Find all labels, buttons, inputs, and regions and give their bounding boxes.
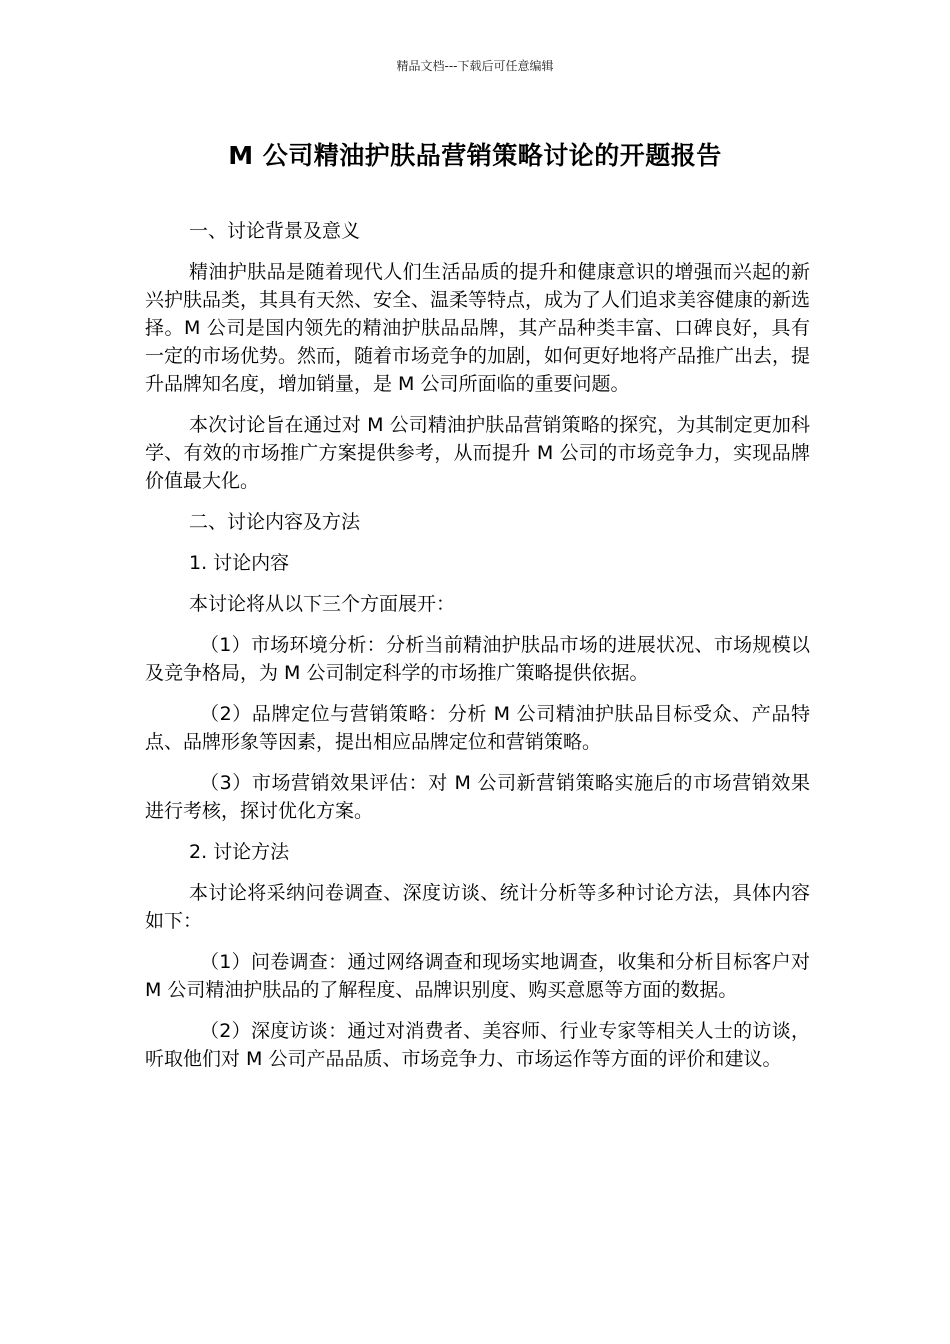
- subsection-heading-method: 2. 讨论方法: [189, 841, 290, 863]
- section-heading-content-method: 二、讨论内容及方法: [189, 511, 361, 533]
- page-header: 精品文档---下载后可任意编辑: [396, 59, 554, 73]
- list-item-brand-positioning: （2）品牌定位与营销策略：分析 M 公司精油护肤品目标受众、产品特点、品牌形象等因素，提出相应品牌定位和营销策略。: [145, 703, 810, 753]
- list-item-questionnaire: （1）问卷调查：通过网络调查和现场实地调查，收集和分析目标客户对 M 公司精油护肤品的了解程度、品牌识别度、购买意愿等方面的数据。: [145, 951, 810, 1001]
- paragraph-background-1: 精油护肤品是随着现代人们生活品质的提升和健康意识的增强而兴起的新兴护肤品类，其具有天然、安全、温柔等特点，成为了人们追求美容健康的新选择。M 公司是国内领先的精油护肤品品牌，其产品种类丰富、口碑良好，具有一定的市场优势。然而，随着市场竞争的加剧，如何更好地将产品推广出去，提升品牌知名度，增加销量，是 M 公司所面临的重要问题。: [145, 261, 811, 395]
- paragraph-background-2: 本次讨论旨在通过对 M 公司精油护肤品营销策略的探究，为其制定更加科学、有效的市场推广方案提供参考，从而提升 M 公司的市场竞争力，实现品牌价值最大化。: [145, 414, 810, 492]
- subsection-heading-content: 1. 讨论内容: [189, 552, 290, 574]
- document-body: [145, 217, 810, 1086]
- paragraph-content-intro: 本讨论将从以下三个方面展开：: [189, 593, 456, 615]
- document-title: M 公司精油护肤品营销策略讨论的开题报告: [228, 141, 722, 170]
- section-heading-background: 一、讨论背景及意义: [189, 220, 361, 242]
- paragraph-method-intro: 本讨论将采纳问卷调查、深度访谈、统计分析等多种讨论方法，具体内容如下：: [145, 882, 810, 932]
- list-item-interview: （2）深度访谈：通过对消费者、美容师、行业专家等相关人士的访谈，听取他们对 M 公司产品品质、市场竞争力、市场运作等方面的评价和建议。: [145, 1020, 810, 1070]
- list-item-effect-evaluation: （3）市场营销效果评估：对 M 公司新营销策略实施后的市场营销效果进行考核，探讨优化方案。: [145, 772, 810, 822]
- list-item-market-analysis: （1）市场环境分析：分析当前精油护肤品市场的进展状况、市场规模以及竞争格局，为 M 公司制定科学的市场推广策略提供依据。: [145, 634, 810, 684]
